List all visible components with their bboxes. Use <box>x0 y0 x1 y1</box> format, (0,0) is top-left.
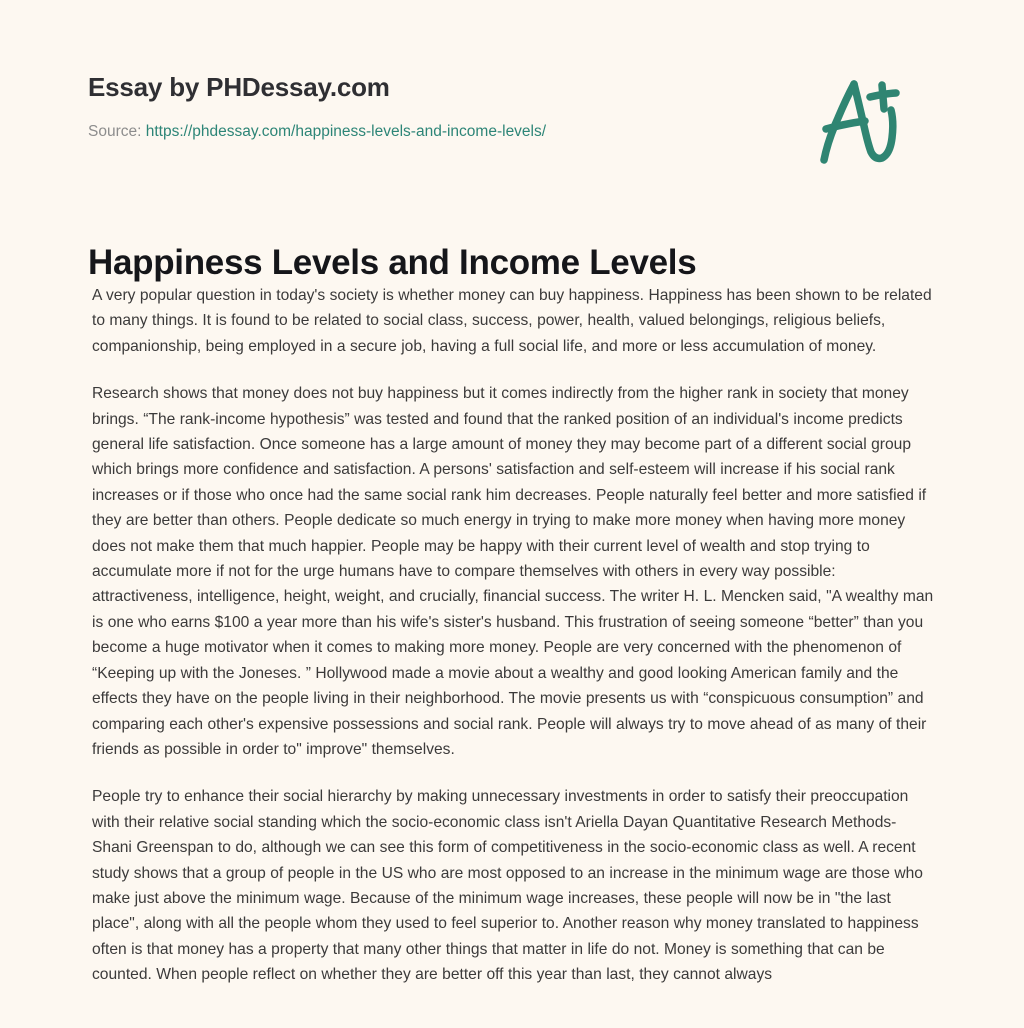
source-label: Source: <box>88 123 142 140</box>
paragraph: Research shows that money does not buy happiness but it comes indirectly from the higher rank in society that money brings. “The rank-income hypothesis” was tested and found that the ranked position of an individual's income predicts general life satisfaction. Once someone has a large amount of money they may become part of a different social group which brings more confidence and satisfaction. A persons' satisfaction and self-esteem will increase if his social rank increases or if those who once had the same social rank him decreases. People naturally feel better and more satisfied if they are better than others. People dedicate so much energy in trying to make more money when having more money does not make them that much happier. People may be happy with their current level of wealth and stop trying to accumulate more if not for the urge humans have to compare themselves with others in every way possible: attractiveness, intelligence, height, weight, and crucially, financial success. The writer H. L. Mencken said, "A wealthy man is one who earns $100 a year more than his wife's sister's husband. This frustration of seeing someone “better” than you become a huge motivator when it comes to making more money. People are very concerned with the phenomenon of “Keeping up with the Joneses. ” Hollywood made a movie about a wealthy and good looking American family and the effects they have on the people living in their neighborhood. The movie presents us with “conspicuous consumption” and comparing each other's expensive possessions and social rank. People will always try to move ahead of as many of their friends as possible in order to" improve" themselves. <box>92 385 934 758</box>
brand-title: Essay by PHDessay.com <box>88 72 390 102</box>
paragraph: A very popular question in today's society is whether money can buy happiness. Happiness has been shown to be related to many things. It is found to be related to social class, success, power, health, valued belongings, religious beliefs, companionship, being employed in a secure job, having a full social life, and more or less accumulation of money. <box>92 287 932 355</box>
source-url-link[interactable]: https://phdessay.com/happiness-levels-and-income-levels/ <box>145 123 547 140</box>
essay-body <box>92 283 934 988</box>
paragraph: People try to enhance their social hierarchy by making unnecessary investments in order to satisfy their preoccupation with their relative social standing which the socio-economic class isn't Ariella Dayan Quantitative Research Methods- Shani Greenspan to do, although we can see this form of competitiveness in the socio-economic class as well. A recent study shows that a group of people in the US who are most opposed to an increase in the minimum wage are those who make just above the minimum wage. Because of the minimum wage increases, these people will now be in "the last place", along with all the people whom they used to feel superior to. Another reason why money translated to happiness often is that money has a property that many other things that matter in life do not. Money is something that can be counted. When people reflect on whether they are better off this year than last, they cannot always <box>92 788 923 984</box>
a-plus-logo-icon <box>812 68 908 166</box>
page-title: Happiness Levels and Income Levels <box>88 243 697 283</box>
